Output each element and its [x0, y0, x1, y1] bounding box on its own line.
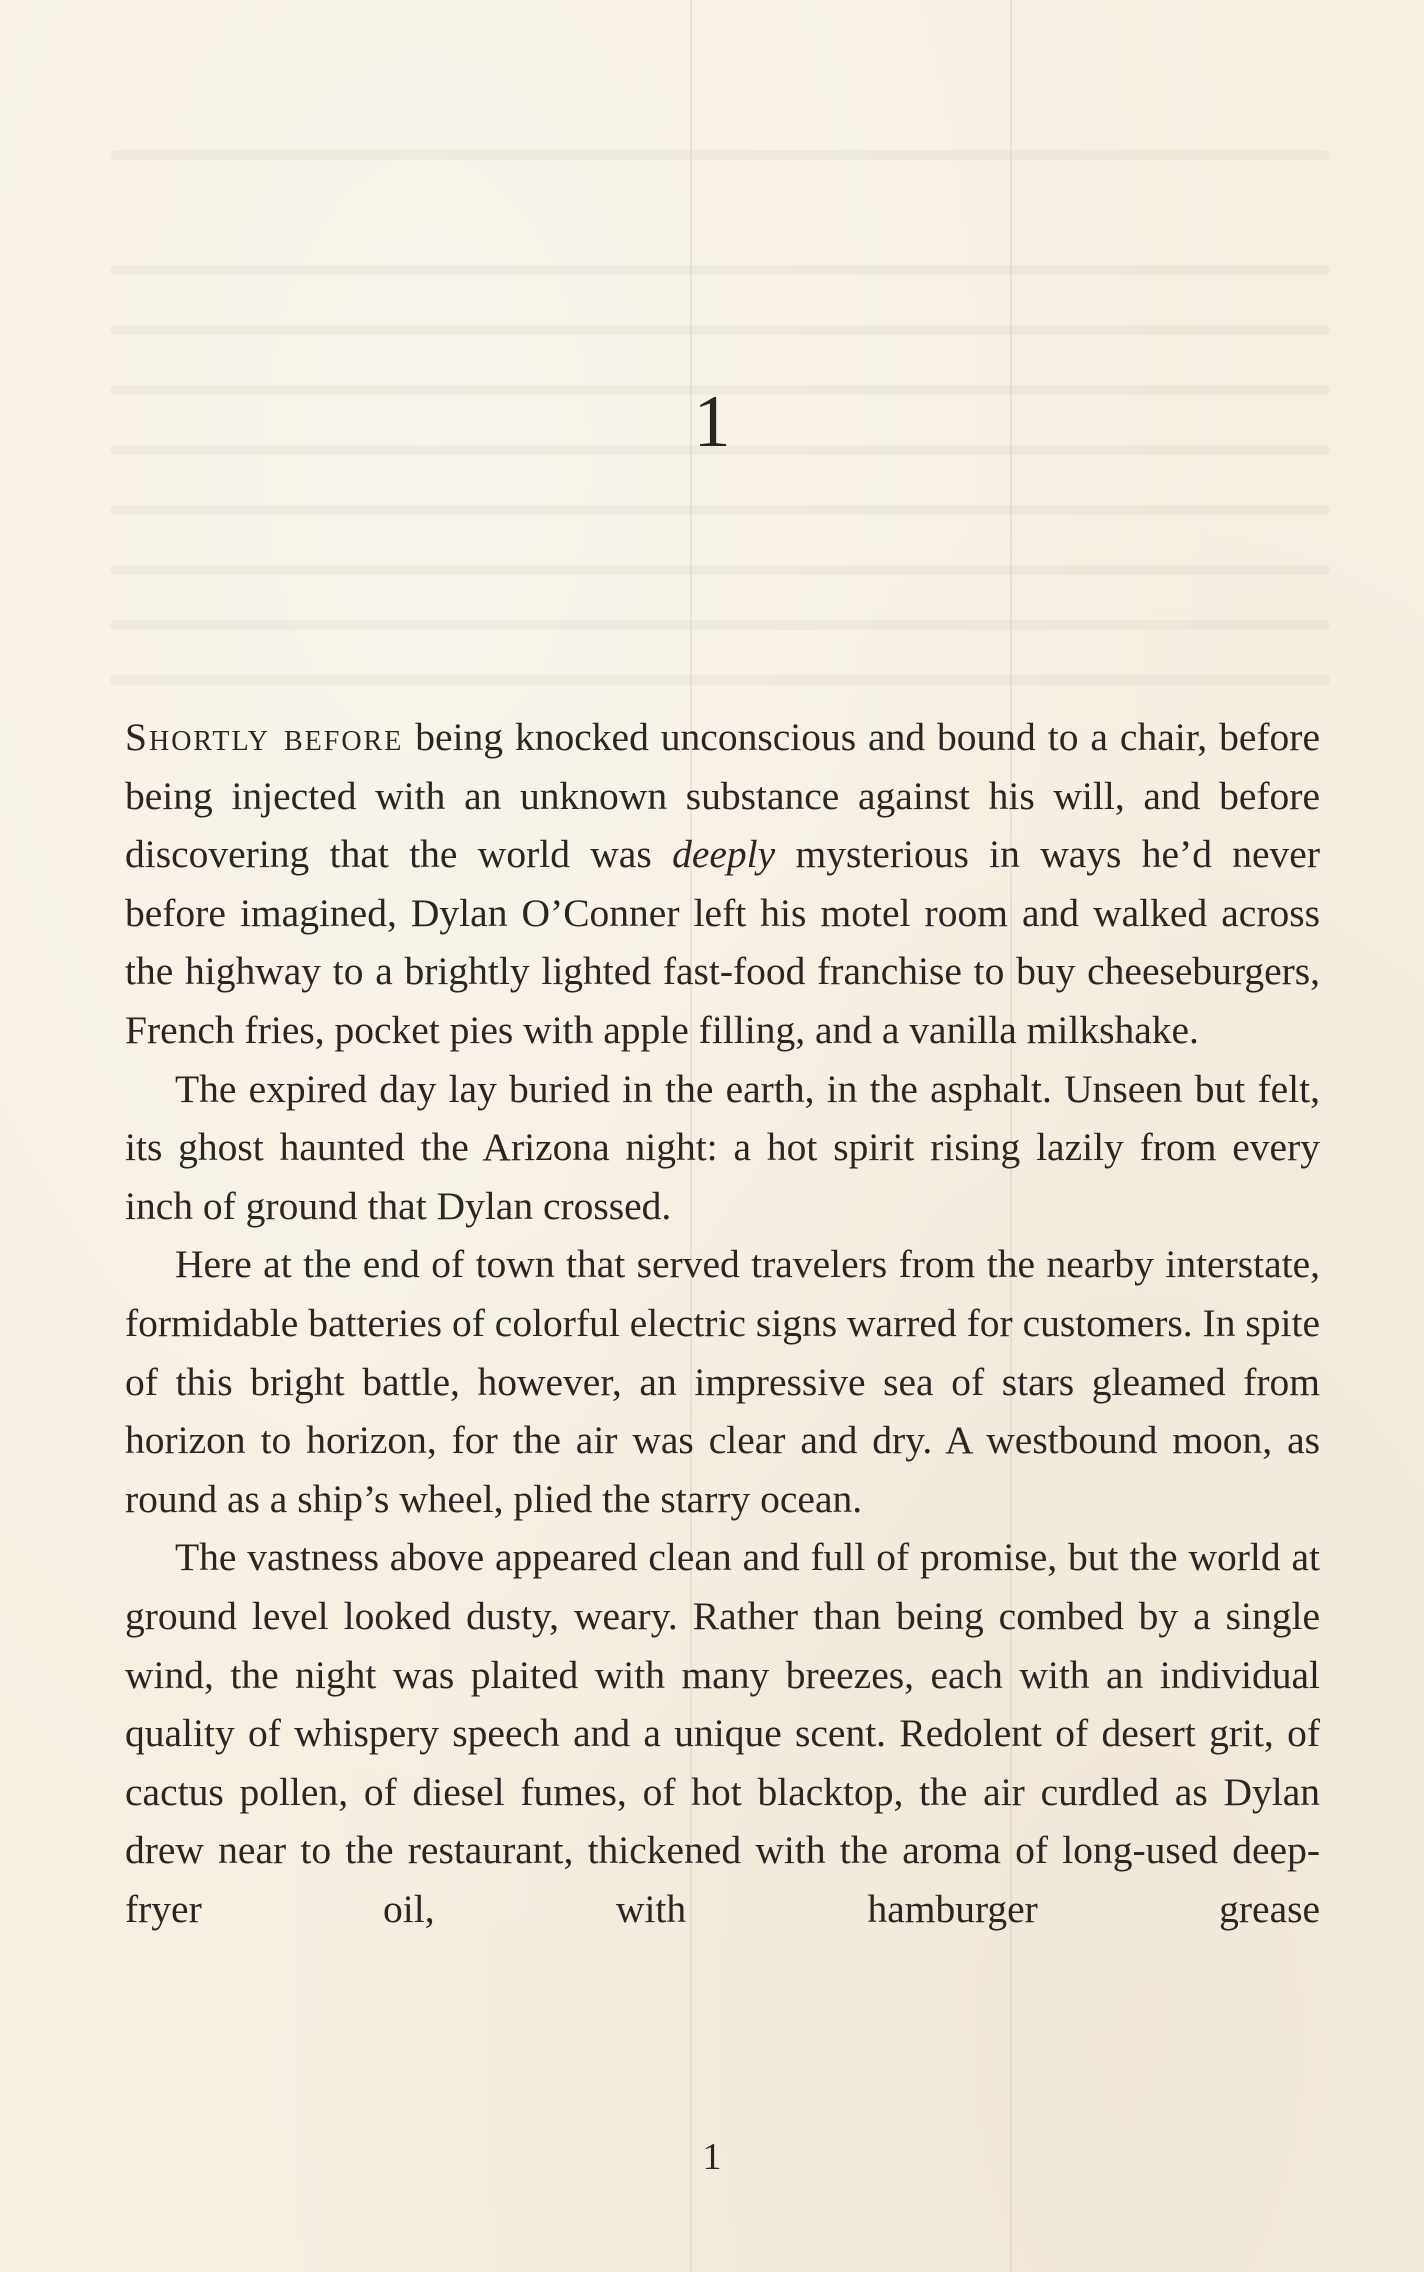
paragraph: The expired day lay buried in the earth, in the asphalt. Unseen but felt, its ghost haunted the Arizona night: a hot spirit rising lazily from every inch of ground that Dylan crossed.: [125, 1066, 1320, 1228]
paragraph-text: being knocked unconscious and bound to a chair, before being injected with an unknown substance against his will, and before discovering that the world was: [125, 715, 1320, 877]
page-number: 1: [702, 2136, 722, 2178]
show-through-line: [110, 675, 1330, 685]
emphasized-word: deeply: [672, 832, 776, 877]
lead-in-smallcaps: Shortly before: [125, 715, 404, 759]
paragraph: [125, 708, 1320, 1060]
paragraph-text: mysterious in ways he’d never before imagined, Dylan O’Conner left his motel room and walked across the highway to a brightly lighted fast-food franchise to buy cheeseburgers, French fries, pocket pies with apple filling, and a vanilla milkshake.: [125, 832, 1320, 1052]
paragraph: The vastness above appeared clean and full of promise, but the world at ground level looked dusty, weary. Rather than being combed by a single wind, the night was plaited with many breezes, each with an individual quality of whispery speech and a unique scent. Redolent of desert grit, of cactus pollen, of diesel fumes, of hot blacktop, the air curdled as Dylan drew near to the restaurant, thickened with the aroma of long-used deep-fryer oil, with hamburger grease: [125, 1535, 1320, 1931]
show-through-line: [110, 325, 1330, 335]
chapter-body: [125, 708, 1320, 1938]
show-through-line: [110, 620, 1330, 630]
show-through-line: [110, 150, 1330, 160]
paragraph: Here at the end of town that served travelers from the nearby interstate, formidable batteries of colorful electric signs warred for customers. In spite of this bright battle, however, an impressive sea of stars gleamed from horizon to horizon, for the air was clear and dry. A westbound moon, as round as a ship’s wheel, plied the starry ocean.: [125, 1242, 1320, 1521]
show-through-line: [110, 505, 1330, 515]
show-through-line: [110, 265, 1330, 275]
chapter-number: 1: [693, 381, 731, 463]
show-through-line: [110, 565, 1330, 575]
